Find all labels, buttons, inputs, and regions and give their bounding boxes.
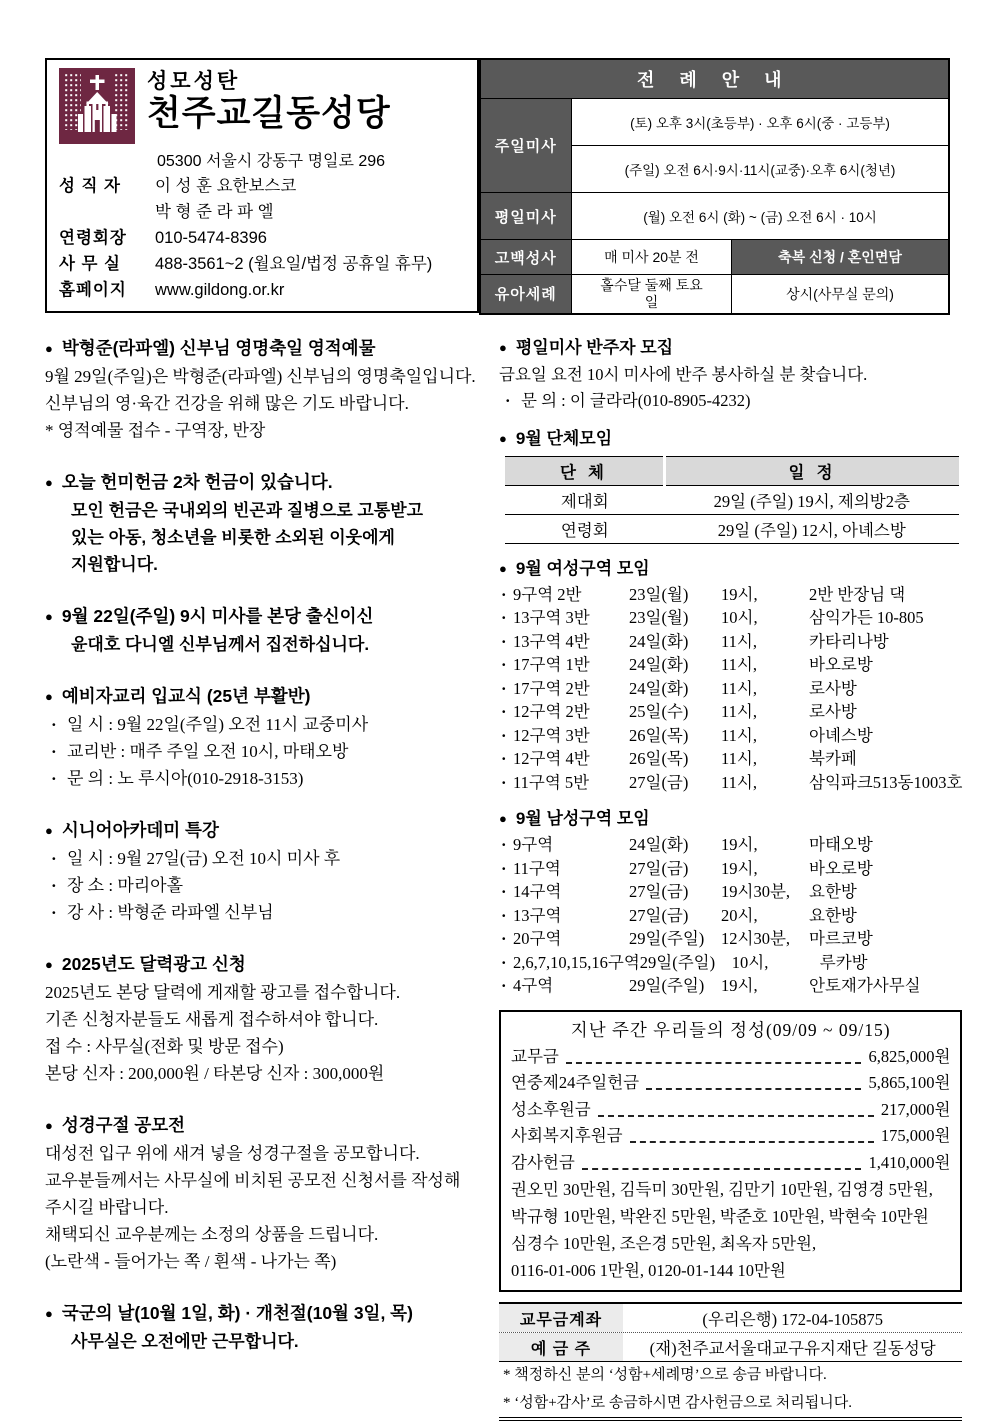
liturgy-guide-table (479, 58, 950, 315)
meeting-place: 카타리나방 (809, 630, 962, 654)
donor-line: 0116-01-006 1만원, 0120-01-144 10만원 (511, 1257, 950, 1284)
dash-leader (566, 1050, 862, 1064)
list-item (499, 927, 962, 951)
meeting-time: 11시, (721, 630, 809, 654)
district-name: · 13구역 4반 (513, 630, 629, 654)
contact-row (59, 225, 469, 251)
contact-row (59, 251, 469, 277)
section-senior-academy (45, 817, 481, 926)
donor-list (511, 1176, 950, 1284)
offering-label: 사회복지후원금 (511, 1123, 623, 1150)
account-row (499, 1304, 962, 1333)
list-item (499, 677, 962, 701)
list-item (499, 606, 962, 630)
dash-leader (582, 1156, 862, 1170)
meeting-date: 25일(수) (629, 700, 721, 724)
parish-contact-list (59, 173, 469, 303)
text-line: 사무실은 오전에만 근무합니다. (45, 1328, 481, 1355)
infant-baptism-label: 유아세례 (480, 275, 572, 314)
meeting-date: 27일(금) (629, 771, 721, 795)
section-bible-verse-contest (45, 1112, 481, 1275)
contact-label: 성 직 자 (59, 173, 155, 199)
district-name: · 20구역 (513, 927, 629, 951)
meeting-time: 11시, (721, 677, 809, 701)
offering-label: 감사헌금 (511, 1150, 575, 1177)
weekday-mass-label: 평일미사 (480, 193, 572, 240)
district-name: · 11구역 5반 (513, 771, 629, 795)
parish-info-box (45, 58, 479, 313)
account-table (499, 1302, 962, 1421)
section-title: ● 국군의 날(10월 1일, 화) · 개천절(10월 3일, 목) (45, 1300, 481, 1328)
meeting-time: 12시30분, (721, 927, 809, 951)
meeting-place: 북카페 (809, 747, 962, 771)
account-value: (우리은행) 172-04-105875 (623, 1306, 962, 1330)
contact-value: 이 성 훈 요한보스코 (155, 173, 296, 199)
meeting-place: 마르코방 (809, 927, 962, 951)
meeting-time: 11시, (721, 653, 809, 677)
offering-amount: 6,825,000원 (868, 1044, 950, 1071)
left-column (45, 335, 481, 1421)
district-name: · 11구역 (513, 857, 629, 881)
offering-list (511, 1044, 950, 1177)
schedule-cell: 29일 (주일) 12시, 아녜스방 (665, 514, 960, 543)
note-line: * 책정하신 분의 ‘성함+세례명’으로 송금 바랍니다. (499, 1362, 962, 1390)
contact-value: 488-3561~2 (월요일/법정 공휴일 휴무) (155, 251, 432, 277)
account-value: (재)천주교서울대교구유지재단 길동성당 (623, 1335, 962, 1359)
offering-amount: 5,865,100원 (868, 1070, 950, 1097)
detail-line: · 교리반 : 매주 주일 오전 10시, 마태오방 (45, 738, 481, 765)
meeting-time: 11시, (721, 700, 809, 724)
text-line: 본당 신자 : 200,000원 / 타본당 신자 : 300,000원 (45, 1060, 481, 1087)
list-item (499, 747, 962, 771)
blessing-value: 축복 신청 / 혼인면담 (732, 240, 949, 275)
section-men-district-meetings (499, 806, 962, 998)
section-catechumen-class (45, 683, 481, 792)
section-guest-celebrant (45, 603, 481, 658)
contact-label: 홈페이지 (59, 277, 155, 303)
table-row (505, 514, 959, 543)
section-title: ● 박형준(라파엘) 신부님 영명축일 영적예물 (45, 335, 481, 363)
district-name: · 12구역 4반 (513, 747, 629, 771)
detail-line: · 일 시 : 9월 22일(주일) 오전 11시 교중미사 (45, 711, 481, 738)
meeting-place: 마태오방 (809, 833, 962, 857)
section-accompanist-recruit (499, 335, 962, 414)
weekly-offering-box (499, 1010, 962, 1293)
section-title: ● 성경구절 공모전 (45, 1112, 481, 1140)
text-line: 9월 29일(주일)은 박형준(라파엘) 신부님의 영명축일입니다. (45, 363, 481, 390)
meeting-date: 27일(금) (629, 857, 721, 881)
meeting-date: 29일(주일) (629, 927, 721, 951)
offering-amount: 217,000원 (881, 1097, 951, 1124)
offering-item (511, 1097, 950, 1124)
text-line: 접 수 : 사무실(전화 및 방문 접수) (45, 1033, 481, 1060)
offering-item (511, 1044, 950, 1071)
section-title: ● 예비자교리 입교식 (25년 부활반) (45, 683, 481, 711)
account-label: 예 금 주 (499, 1333, 623, 1361)
list-item (499, 951, 962, 975)
section-title: ● 9월 여성구역 모임 (499, 556, 962, 583)
list-item (499, 833, 962, 857)
list-item (499, 700, 962, 724)
section-women-district-meetings (499, 556, 962, 795)
text-line: 채택되신 교우분께는 소정의 상품을 드립니다. (45, 1221, 481, 1248)
meeting-time: 20시, (721, 904, 809, 928)
meeting-time: 19시, (721, 857, 809, 881)
district-name: · 14구역 (513, 880, 629, 904)
district-name: · 13구역 3반 (513, 606, 629, 630)
contact-row (59, 277, 469, 303)
account-label: 교무금계좌 (499, 1304, 623, 1332)
offering-amount: 1,410,000원 (868, 1150, 950, 1177)
list-item (499, 857, 962, 881)
contact-row (59, 199, 469, 225)
note-line: * ‘성함+감사’로 송금하시면 감사헌금으로 처리됩니다. (499, 1390, 962, 1418)
dash-leader (598, 1103, 874, 1117)
offering-title: 지난 주간 우리들의 정성(09/09 ~ 09/15) (511, 1016, 950, 1044)
section-second-collection (45, 469, 481, 578)
meeting-place: 삼익가든 10-805 (809, 606, 962, 630)
detail-line: · 일 시 : 9월 27일(금) 오전 10시 미사 후 (45, 845, 481, 872)
dash-leader (630, 1129, 874, 1143)
district-name: · 12구역 3반 (513, 724, 629, 748)
sunday-mass-sun: (주일) 오전 6시·9시·11시(교중)·오후 6시(청년) (572, 146, 949, 193)
dash-leader (646, 1076, 861, 1090)
confession-value: 매 미사 20분 전 (572, 240, 732, 275)
section-title: ● 시니어아카데미 특강 (45, 817, 481, 845)
donor-line: 심경수 10만원, 조은경 5만원, 최옥자 5만원, (511, 1230, 950, 1257)
org-cell: 연령회 (505, 514, 665, 543)
text-line: 금요일 요전 10시 미사에 반주 봉사하실 분 찾습니다. (499, 362, 962, 388)
offering-item (511, 1150, 950, 1177)
account-row (499, 1333, 962, 1362)
text-line: 있는 아동, 청소년을 비롯한 소외된 이웃에게 (45, 524, 481, 551)
section-title: ● 오늘 헌미헌금 2차 헌금이 있습니다. (45, 469, 481, 497)
district-name: · 17구역 1반 (513, 653, 629, 677)
sunday-mass-label: 주일미사 (480, 99, 572, 193)
contact-label: 연령회장 (59, 225, 155, 251)
meeting-place: 2반 반장님 댁 (809, 583, 962, 607)
schedule-cell: 29일 (주일) 19시, 제의방2층 (665, 485, 960, 514)
meeting-place: 요한방 (809, 880, 962, 904)
section-title: ● 2025년도 달력광고 신청 (45, 951, 481, 979)
meeting-time: 19시30분, (721, 880, 809, 904)
detail-line: · 장 소 : 마리아홀 (45, 872, 481, 899)
offering-label: 연중제24주일헌금 (511, 1070, 639, 1097)
district-name: · 12구역 2반 (513, 700, 629, 724)
meeting-time: 11시, (721, 747, 809, 771)
right-column (499, 335, 962, 1421)
district-name: · 13구역 (513, 904, 629, 928)
meeting-date: 24일(화) (629, 677, 721, 701)
meeting-time: 19시, (721, 583, 809, 607)
contact-value: www.gildong.or.kr (155, 277, 284, 303)
section-title: ● 평일미사 반주자 모집 (499, 335, 962, 362)
meeting-time: 19시, (721, 833, 809, 857)
meeting-place: 삼익파크513동1003호 (809, 771, 962, 795)
detail-line: · 강 사 : 박형준 라파엘 신부님 (45, 899, 481, 926)
list-item (499, 583, 962, 607)
detail-line: · 문 의 : 이 글라라(010-8905-4232) (499, 388, 962, 414)
list-item (499, 724, 962, 748)
offering-item (511, 1123, 950, 1150)
text-line: 모인 헌금은 국내외의 빈곤과 질병으로 고통받고 (45, 497, 481, 524)
district-name: · 9구역 (513, 833, 629, 857)
church-logo-icon (59, 68, 135, 144)
meeting-place: 루카방 (820, 951, 963, 975)
infant-baptism-value: 홀수달 둘째 토요일 (572, 275, 732, 314)
contact-label: 사 무 실 (59, 251, 155, 277)
parish-address: 05300 서울시 강동구 명일로 296 (157, 148, 469, 171)
detail-line: · 문 의 : 노 루시아(010-2918-3153) (45, 765, 481, 792)
col-header-schedule: 일 정 (665, 456, 960, 485)
section-office-hours (45, 1300, 481, 1355)
district-name: · 4구역 (513, 974, 629, 998)
offering-item (511, 1070, 950, 1097)
meeting-place: 바오로방 (809, 857, 962, 881)
meeting-time: 11시, (721, 771, 809, 795)
list-item (499, 771, 962, 795)
section-calendar-ads (45, 951, 481, 1087)
col-header-org: 단 체 (505, 456, 665, 485)
contact-label (59, 199, 155, 225)
meeting-time: 10시, (732, 951, 820, 975)
parish-title: 천주교길동성당 (147, 93, 391, 135)
meeting-date: 26일(목) (629, 724, 721, 748)
meeting-place: 안토재가사무실 (809, 974, 962, 998)
meeting-date: 29일(주일) (640, 951, 732, 975)
text-line: (노란색 - 들어가는 쪽 / 흰색 - 나가는 쪽) (45, 1248, 481, 1275)
text-line: * 영적예물 접수 - 구역장, 반장 (45, 417, 481, 444)
women-meeting-list (499, 583, 962, 795)
contact-row (59, 173, 469, 199)
meeting-date: 24일(화) (629, 833, 721, 857)
contact-value: 010-5474-8396 (155, 225, 267, 251)
meeting-date: 27일(금) (629, 880, 721, 904)
meeting-date: 26일(목) (629, 747, 721, 771)
confession-label: 고백성사 (480, 240, 572, 275)
men-meeting-list (499, 833, 962, 998)
text-line: 주시길 바랍니다. (45, 1194, 481, 1221)
section-title: ● 9월 22일(주일) 9시 미사를 본당 출신이신 (45, 603, 481, 631)
list-item (499, 904, 962, 928)
infant-baptism-note: 상시(사무실 문의) (732, 275, 949, 314)
donor-line: 박규형 10만원, 박완진 5만원, 박준호 10만원, 박현숙 10만원 (511, 1203, 950, 1230)
text-line: 대성전 입구 위에 새겨 넣을 성경구절을 공모합니다. (45, 1140, 481, 1167)
meeting-place: 로사방 (809, 700, 962, 724)
section-title: ● 9월 남성구역 모임 (499, 806, 962, 833)
section-title: ● 9월 단체모임 (499, 426, 962, 453)
account-notes (499, 1362, 962, 1417)
text-line: 교우분들께서는 사무실에 비치된 공모전 신청서를 작성해 (45, 1167, 481, 1194)
district-name: · 17구역 2반 (513, 677, 629, 701)
liturgy-title: 전 례 안 내 (480, 59, 949, 99)
district-name: · 2,6,7,10,15,16구역 (513, 951, 640, 975)
text-line: 윤대호 다니엘 신부님께서 집전하십니다. (45, 631, 481, 658)
meeting-time: 11시, (721, 724, 809, 748)
meeting-date: 23일(월) (629, 606, 721, 630)
section-group-meetings (499, 426, 962, 544)
meeting-place: 로사방 (809, 677, 962, 701)
parish-subtitle: 성모성탄 (147, 70, 391, 93)
text-line: 지원합니다. (45, 551, 481, 578)
text-line: 기존 신청자분들도 새롭게 접수하셔야 합니다. (45, 1006, 481, 1033)
meeting-place: 요한방 (809, 904, 962, 928)
list-item (499, 630, 962, 654)
text-line: 2025년도 본당 달력에 게재할 광고를 접수합니다. (45, 979, 481, 1006)
meeting-date: 23일(월) (629, 583, 721, 607)
weekday-mass-value: (월) 오전 6시 (화) ~ (금) 오전 6시 · 10시 (572, 193, 949, 240)
district-name: · 9구역 2반 (513, 583, 629, 607)
group-meeting-table (505, 456, 959, 544)
org-cell: 제대회 (505, 485, 665, 514)
contact-value: 박 형 준 라 파 엘 (155, 199, 274, 225)
meeting-date: 29일(주일) (629, 974, 721, 998)
meeting-time: 10시, (721, 606, 809, 630)
meeting-time: 19시, (721, 974, 809, 998)
meeting-date: 24일(화) (629, 653, 721, 677)
meeting-date: 24일(화) (629, 630, 721, 654)
section-feast-day (45, 335, 481, 444)
offering-label: 성소후원금 (511, 1097, 591, 1124)
meeting-date: 27일(금) (629, 904, 721, 928)
list-item (499, 880, 962, 904)
offering-label: 교무금 (511, 1044, 559, 1071)
header (45, 58, 950, 315)
text-line: 신부님의 영·육간 건강을 위해 많은 기도 바랍니다. (45, 390, 481, 417)
meeting-place: 아녜스방 (809, 724, 962, 748)
list-item (499, 974, 962, 998)
donor-line: 권오민 30만원, 김득미 30만원, 김만기 10만원, 김영경 5만원, (511, 1176, 950, 1203)
offering-amount: 175,000원 (881, 1123, 951, 1150)
table-row (505, 485, 959, 514)
meeting-place: 바오로방 (809, 653, 962, 677)
sunday-mass-sat: (토) 오후 3시(초등부) · 오후 6시(중 · 고등부) (572, 99, 949, 146)
list-item (499, 653, 962, 677)
